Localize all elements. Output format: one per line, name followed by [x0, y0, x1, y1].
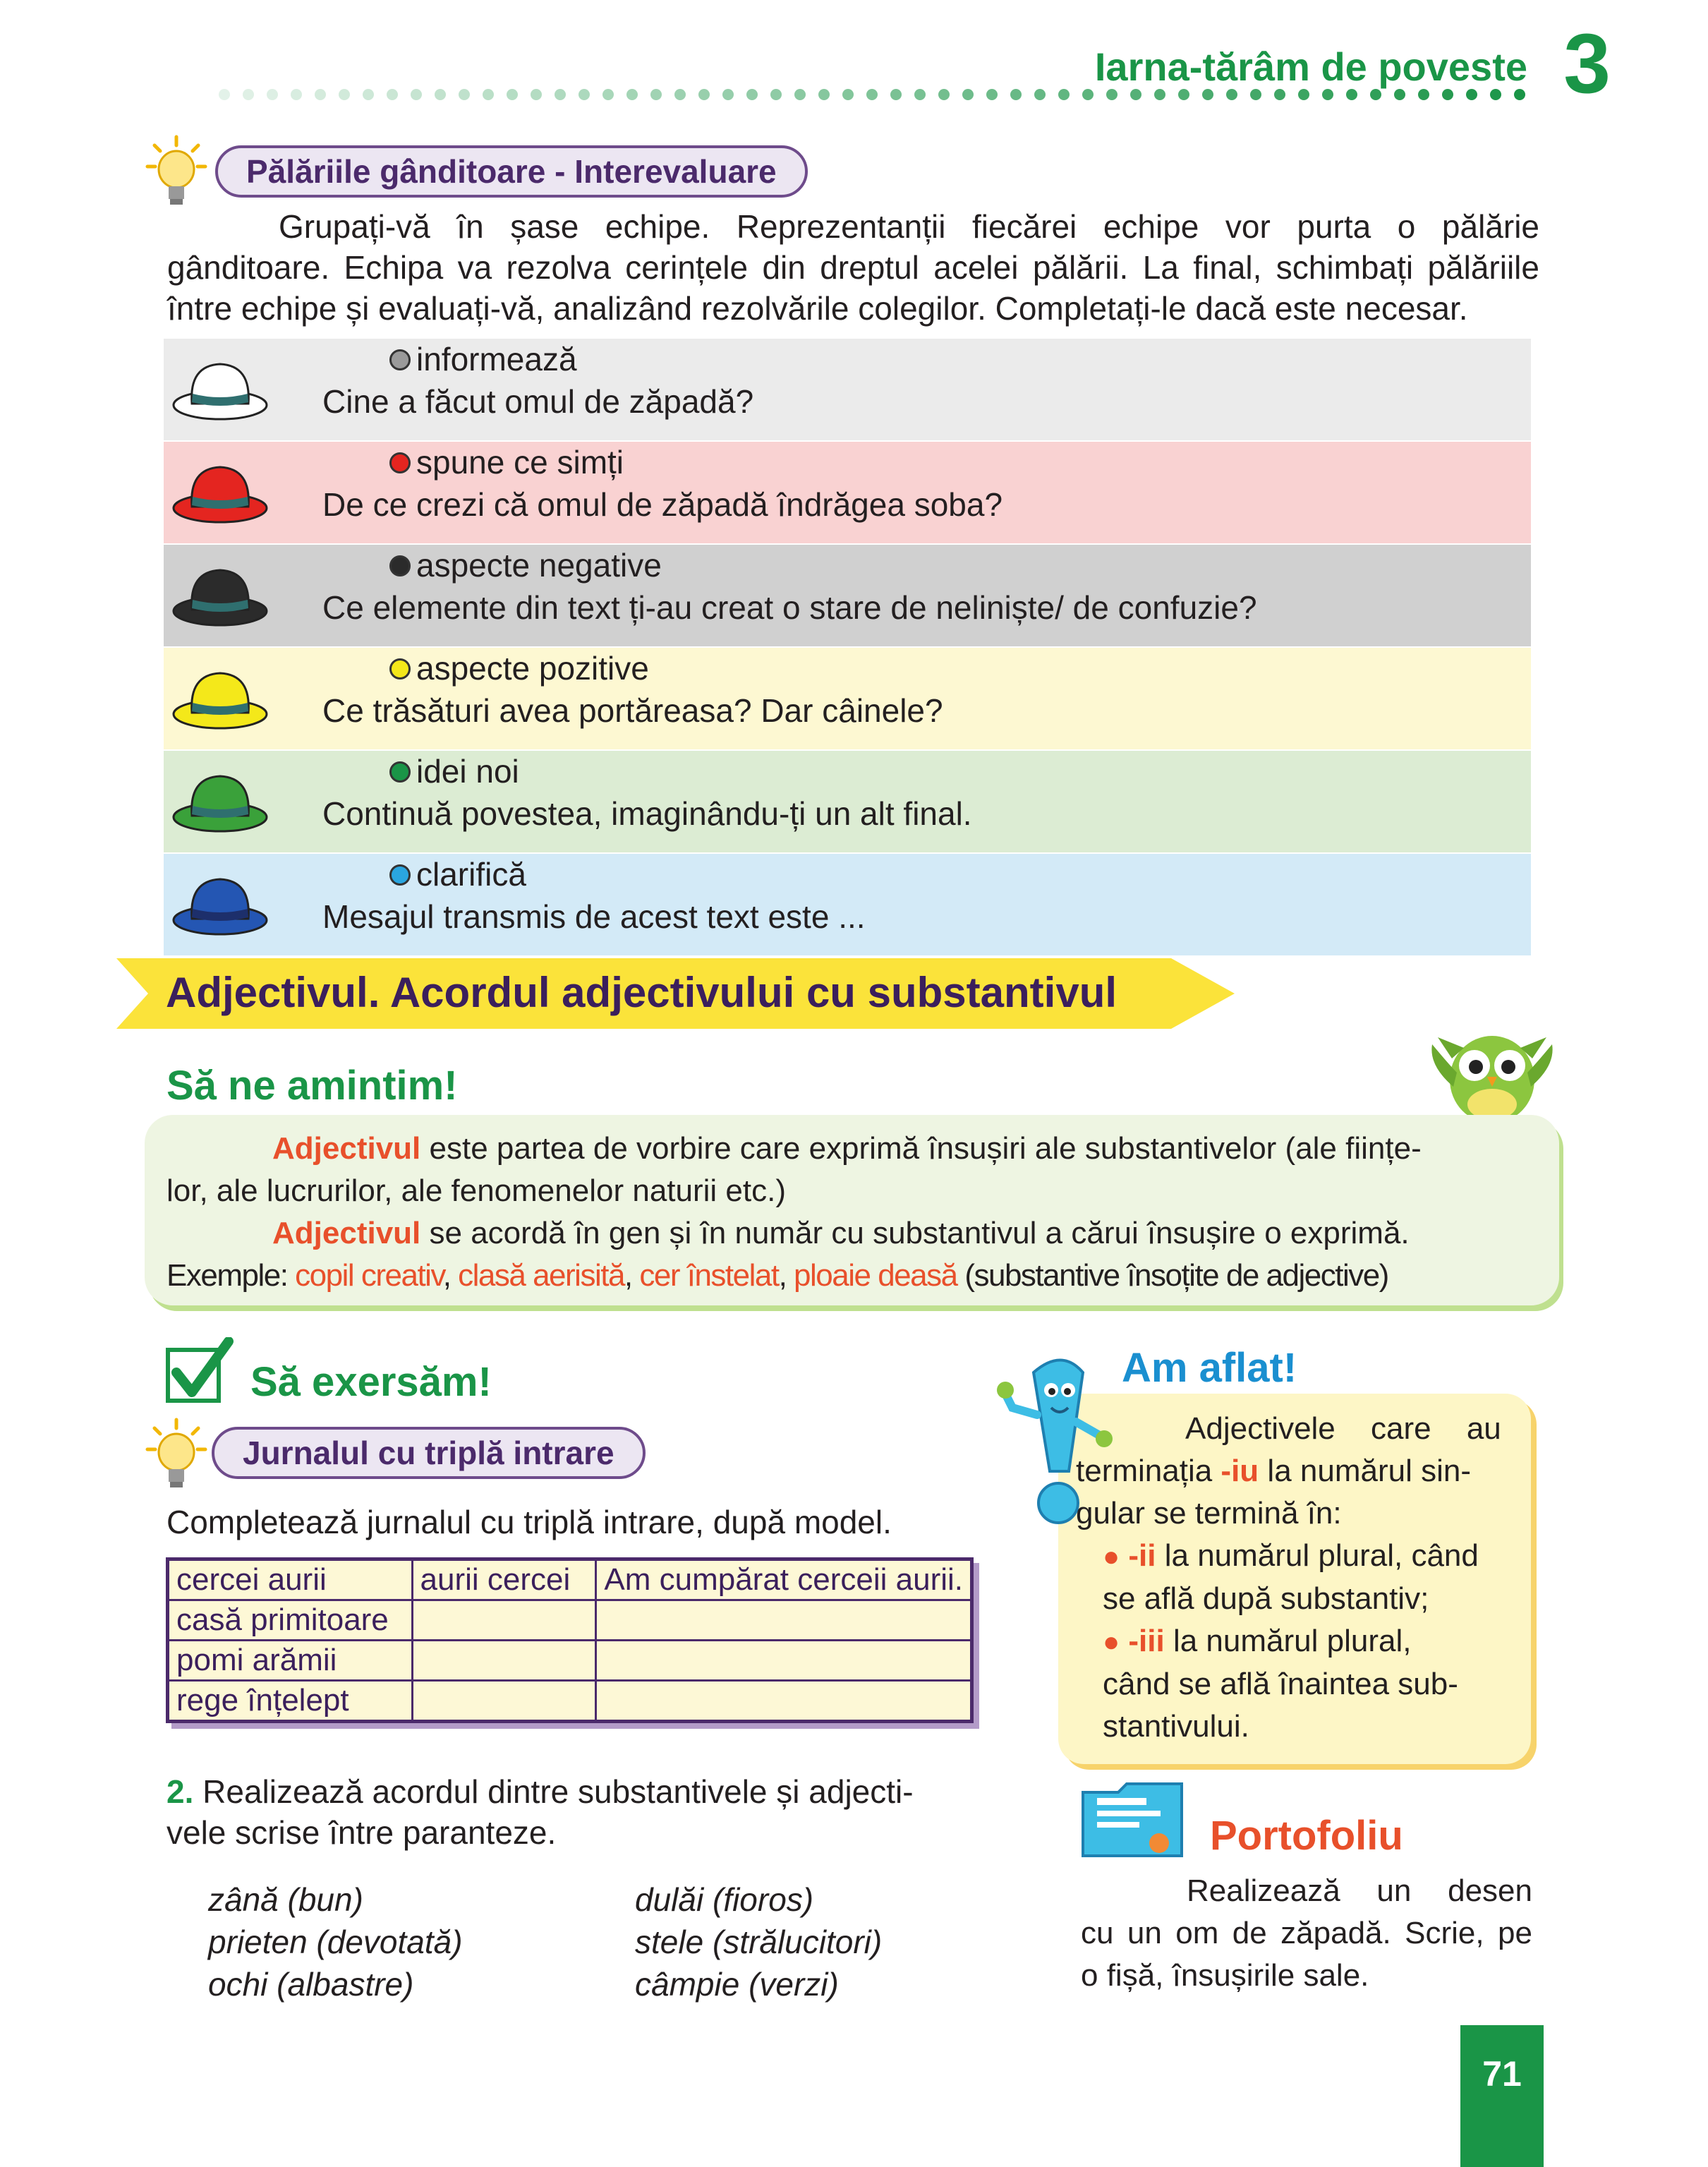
phrase-item: stele (strălucitori) [635, 1924, 883, 1960]
hat-question: Cine a făcut omul de zăpadă? [322, 383, 754, 420]
lightbulb-icon [145, 134, 208, 212]
hat-icon [171, 762, 269, 840]
divider-dot [1178, 89, 1189, 100]
divider-dot [1082, 89, 1094, 100]
divider-dot [914, 89, 926, 100]
divider-dot [1394, 89, 1405, 100]
divider-dot [938, 89, 950, 100]
table-cell: pomi arămii [168, 1641, 413, 1681]
hat-row [164, 751, 1531, 854]
divider-dot [483, 89, 494, 100]
hat-row [164, 339, 1531, 442]
hat-question: Ce elemente din text ți-au creat o stare de neliniște/ de confuzie? [322, 589, 1257, 626]
divider-dot [579, 89, 590, 100]
table-cell[interactable] [596, 1600, 972, 1641]
divider-dot [866, 89, 878, 100]
hat-row [164, 648, 1531, 751]
hat-icon [171, 350, 269, 428]
phrase-item: ochi (albastre) [208, 1966, 414, 2003]
hat-role: clarifică [389, 854, 526, 895]
color-dot-icon [389, 658, 411, 680]
hat-question: De ce crezi că omul de zăpadă îndrăgea soba? [322, 486, 1003, 523]
unit-number: 3 [1563, 16, 1611, 111]
color-dot-icon [389, 349, 411, 370]
task-2-column-2 [635, 1878, 882, 2005]
checkbox-checked-icon [164, 1337, 234, 1408]
section-label-thinking-hats: Pălăriile gânditoare - Interevaluare [215, 145, 808, 198]
bullet-icon: ● [1103, 1626, 1120, 1658]
table-cell[interactable] [412, 1681, 596, 1722]
hat-question: Ce trăsături avea portăreasa? Dar câinele? [322, 692, 943, 729]
divider-dot [986, 89, 998, 100]
divider-dot [555, 89, 566, 100]
divider-dot [387, 89, 398, 100]
table-cell[interactable] [412, 1641, 596, 1681]
divider-dot [698, 89, 710, 100]
journal-instruction: Completează jurnalul cu triplă intrare, după model. [166, 1504, 892, 1540]
divider-dot [507, 89, 518, 100]
divider-dot [650, 89, 662, 100]
triple-entry-journal-table [166, 1557, 974, 1723]
divider-dot [818, 89, 830, 100]
portfolio-heading: Portofoliu [1210, 1813, 1403, 1859]
divider-dot [1130, 89, 1141, 100]
hat-role: aspecte pozitive [389, 648, 649, 689]
table-cell: aurii cercei [412, 1559, 596, 1600]
hat-question: Continuă povestea, imaginându-ți un alt final. [322, 795, 972, 832]
divider-dot [1010, 89, 1022, 100]
portfolio-text: Realizează un desen cu un om de zăpadă. Scrie, pe o fișă, însușirile sale. [1081, 1873, 1532, 1993]
table-row [168, 1600, 972, 1641]
divider-dot [626, 89, 638, 100]
example-2: clasă aerisită [458, 1258, 624, 1293]
table-cell[interactable] [596, 1641, 972, 1681]
divider-dot [1514, 89, 1525, 100]
hats-instructions: Grupați-vă în șase echipe. Reprezentanții fiecărei echipe vor purta o pălărie gânditoare. Echipa va rezolva cerințele din dreptul acelei pălării. La final, schimbați pălăriile între echipe și evaluați-vă, analizând rezolvările colegilor. Completați-le dacă este necesar. [167, 208, 1539, 327]
divider-dot [1442, 89, 1453, 100]
divider-dot [1298, 89, 1309, 100]
divider-dot [962, 89, 974, 100]
page-number: 71 [1482, 2054, 1522, 2094]
table-cell: rege înțelept [168, 1681, 413, 1722]
divider-dot [1034, 89, 1046, 100]
color-dot-icon [389, 761, 411, 783]
divider-dot [1202, 89, 1213, 100]
lightbulb-icon [145, 1417, 208, 1495]
divider-dot [315, 89, 326, 100]
divider-dot [1058, 89, 1070, 100]
phrase-item: câmpie (verzi) [635, 1966, 839, 2003]
divider-dot [890, 89, 902, 100]
divider-dot [1106, 89, 1118, 100]
reminder-text: Adjectivul este partea de vorbire care exprimă însușiri ale substantivelor (ale ființe- lor, ale lucrurilor, ale fenomenelor naturii etc.) Adjectivul se acordă în gen și în număr cu substantivul a cărui însușire o exprimă. Exemple: copil creativ, clasă aerisită, cer înstelat, ploaie deasă (substantive însoțite de adjective) [166, 1131, 1422, 1293]
divider-dot [363, 89, 374, 100]
divider-dot [243, 89, 254, 100]
hat-row [164, 545, 1531, 648]
am-aflat-heading: Am aflat! [1122, 1345, 1297, 1391]
hat-role: aspecte negative [389, 545, 662, 586]
folder-icon [1076, 1778, 1192, 1863]
lesson-title: Adjectivul. Acordul adjectivului cu substantivul [166, 969, 1118, 1016]
divider-dot [722, 89, 734, 100]
divider-dot [411, 89, 422, 100]
hat-icon [171, 453, 269, 531]
example-1: copil creativ [295, 1258, 443, 1293]
divider-dot [1418, 89, 1429, 100]
divider-dot [1154, 89, 1165, 100]
example-3: cer înstelat [639, 1258, 779, 1293]
bullet-icon: ● [1103, 1541, 1120, 1572]
section-label-journal: Jurnalul cu triplă intrare [212, 1427, 646, 1479]
hat-question: Mesajul transmis de acest text este ... [322, 898, 866, 935]
divider-dot [842, 89, 854, 100]
task-2-instruction: 2. Realizează acordul dintre substantivele și adjecti- vele scrise între paranteze. [166, 1773, 914, 1851]
table-row [168, 1559, 972, 1600]
reminder-heading: Să ne amintim! [166, 1063, 458, 1109]
hat-role: idei noi [389, 751, 519, 792]
divider-dot [1346, 89, 1357, 100]
page-number-tab [1460, 2025, 1544, 2167]
divider-dot [1490, 89, 1501, 100]
table-cell: casă primitoare [168, 1600, 413, 1641]
table-row [168, 1641, 972, 1681]
color-dot-icon [389, 555, 411, 577]
divider-dot [291, 89, 302, 100]
thinking-hats-table [164, 339, 1531, 957]
phrase-item: prieten (devotată) [208, 1924, 463, 1960]
table-cell[interactable] [596, 1681, 972, 1722]
task-2-column-1 [208, 1878, 463, 2005]
am-aflat-text: Adjectivele care au terminația -iu la numărul sin- gular se termină în: ● -ii la numărul plural, când se află după substantiv; ● -iii la numărul plural, când se află înaintea sub- stantivului. [1076, 1411, 1501, 1744]
table-cell: Am cumpărat cerceii aurii. [596, 1559, 972, 1600]
phrase-item: dulăi (fioros) [635, 1881, 814, 1918]
divider-dot [770, 89, 782, 100]
hat-row [164, 854, 1531, 957]
divider-dot [794, 89, 806, 100]
chapter-title: Iarna-tărâm de poveste [1094, 44, 1527, 89]
hat-icon [171, 556, 269, 634]
divider-dot [746, 89, 758, 100]
divider-dot [435, 89, 446, 100]
divider-dot [339, 89, 350, 100]
divider-dot [267, 89, 278, 100]
color-dot-icon [389, 452, 411, 473]
divider-dot [674, 89, 686, 100]
phrase-item: zână (bun) [208, 1881, 363, 1918]
divider-dot [459, 89, 470, 100]
example-4: ploaie deasă [794, 1258, 957, 1293]
table-cell: cercei aurii [168, 1559, 413, 1600]
divider-dot [1226, 89, 1237, 100]
hat-role: spune ce simți [389, 442, 624, 483]
exercise-heading: Să exersăm! [250, 1359, 492, 1405]
divider-dot [602, 89, 614, 100]
hat-icon [171, 659, 269, 737]
table-row [168, 1681, 972, 1722]
divider-dot [531, 89, 542, 100]
hat-icon [171, 865, 269, 943]
divider-dot [219, 89, 230, 100]
divider-dot [1466, 89, 1477, 100]
hat-role: informează [389, 339, 577, 380]
divider-dot [1250, 89, 1261, 100]
divider-dot [1370, 89, 1381, 100]
dotted-divider [219, 89, 1545, 102]
hat-row [164, 442, 1531, 545]
table-cell[interactable] [412, 1600, 596, 1641]
color-dot-icon [389, 864, 411, 886]
divider-dot [1322, 89, 1333, 100]
owl-mascot-icon [1425, 1009, 1559, 1129]
divider-dot [1274, 89, 1285, 100]
